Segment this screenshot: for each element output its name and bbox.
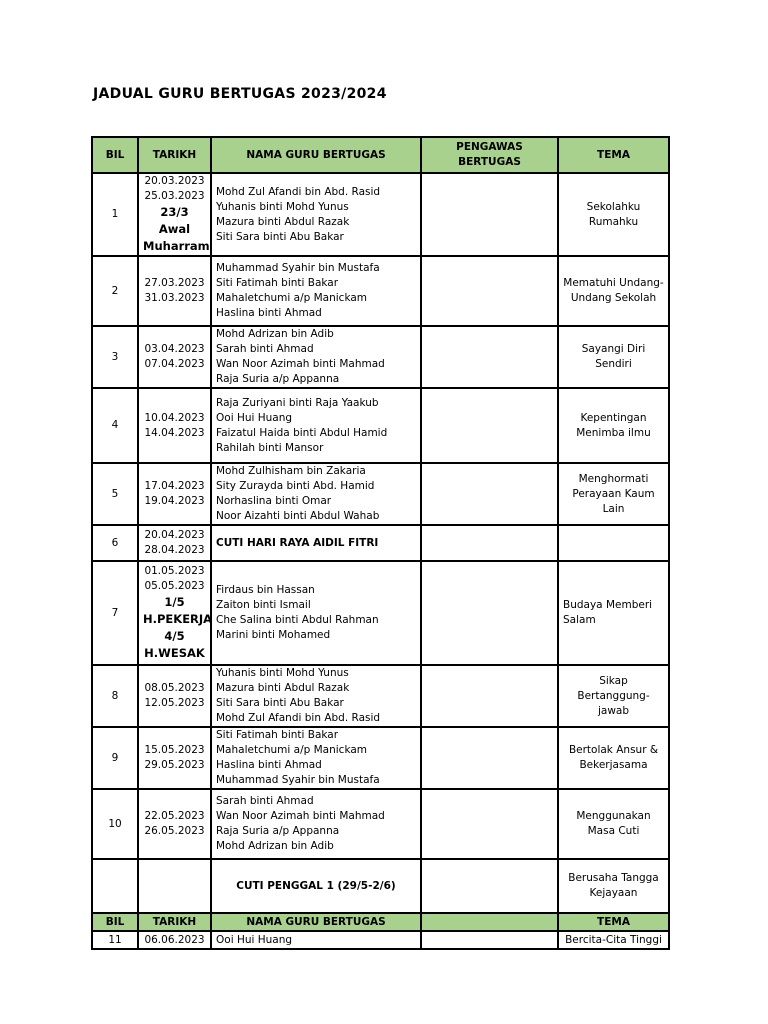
row-number (92, 859, 138, 913)
date-note: 4/5 (164, 629, 185, 643)
teacher-names-cell (211, 665, 421, 727)
date-note: Muharram (143, 239, 210, 253)
teacher-name: Siti Fatimah binti Bakar (216, 729, 339, 741)
row-number: 3 (92, 326, 138, 388)
theme-cell (558, 525, 669, 561)
prefect-cell (421, 525, 558, 561)
teacher-name: Zaiton binti Ismail (216, 599, 311, 611)
theme-cell: Mematuhi Undang-Undang Sekolah (558, 256, 669, 326)
table-row (92, 256, 669, 326)
end-date: 25.03.2023 (144, 190, 205, 202)
header-tema: TEMA (558, 913, 669, 931)
teacher-name: Norhaslina binti Omar (216, 495, 332, 507)
teacher-name: Yuhanis binti Mohd Yunus (216, 667, 349, 679)
teacher-name: Ooi Hui Huang (211, 931, 421, 949)
date-cell (138, 256, 211, 326)
teacher-name: Raja Suria a/p Appanna (216, 373, 340, 385)
teacher-name: Muhammad Syahir bin Mustafa (216, 774, 380, 786)
prefect-cell (421, 859, 558, 913)
prefect-cell (421, 561, 558, 665)
teacher-name: Siti Fatimah binti Bakar (216, 277, 339, 289)
date-note: 23/3 Awal (158, 205, 191, 236)
holiday-label: CUTI HARI RAYA AIDIL FITRI (211, 525, 421, 561)
teacher-name: Haslina binti Ahmad (216, 307, 322, 319)
start-date: 27.03.2023 (144, 277, 205, 289)
table-row (92, 789, 669, 859)
teacher-names-cell (211, 561, 421, 665)
table-row (92, 388, 669, 463)
header-pengawas-blank (421, 913, 558, 931)
row-number: 7 (92, 561, 138, 665)
teacher-names-cell (211, 727, 421, 789)
table-header-row (92, 137, 669, 173)
teacher-name: Raja Suria a/p Appanna (216, 825, 340, 837)
theme-cell: Kepentingan Menimba ilmu (558, 388, 669, 463)
teacher-name: Rahilah binti Mansor (216, 441, 324, 454)
start-date: 10.04.2023 (144, 411, 205, 424)
date-cell (138, 463, 211, 525)
date-cell (138, 789, 211, 859)
end-date: 14.04.2023 (144, 426, 205, 439)
header-tema: TEMA (558, 137, 669, 173)
prefect-cell (421, 789, 558, 859)
prefect-cell (421, 665, 558, 727)
teacher-names-cell (211, 326, 421, 388)
header-nama: NAMA GURU BERTUGAS (211, 913, 421, 931)
theme-cell: Bercita-Cita Tinggi (558, 931, 669, 949)
teacher-names-cell (211, 463, 421, 525)
date-note: 1/5 (164, 595, 185, 609)
teacher-name: Mohd Adrizan bin Adib (216, 840, 334, 852)
table-row (92, 525, 669, 561)
teacher-name: Marini binti Mohamed (216, 629, 331, 641)
prefect-cell (421, 173, 558, 256)
teacher-names-cell (211, 388, 421, 463)
start-date: 03.04.2023 (144, 343, 205, 355)
document-title: JADUAL GURU BERTUGAS 2023/2024 (93, 86, 387, 102)
teacher-name: Mohd Adrizan bin Adib (216, 328, 334, 340)
row-number: 10 (92, 789, 138, 859)
date-cell (138, 665, 211, 727)
teacher-names-cell (211, 256, 421, 326)
date-cell (138, 388, 211, 463)
prefect-cell (421, 388, 558, 463)
header-tarikh: TARIKH (138, 913, 211, 931)
theme-cell: Menghormati Perayaan Kaum Lain (558, 463, 669, 525)
end-date: 07.04.2023 (144, 358, 205, 370)
teacher-name: Mazura binti Abdul Razak (216, 682, 350, 694)
theme-cell: Sekolahku Rumahku (558, 173, 669, 256)
teacher-name: Mahaletchumi a/p Manickam (216, 292, 368, 304)
row-number: 4 (92, 388, 138, 463)
start-date: 20.03.2023 (144, 175, 205, 187)
teacher-name: Sarah binti Ahmad (216, 343, 314, 355)
prefect-cell (421, 463, 558, 525)
teacher-name: Mahaletchumi a/p Manickam (216, 744, 368, 756)
header-pengawas: PENGAWAS BERTUGAS (421, 137, 558, 173)
table-row (92, 173, 669, 256)
row-number: 1 (92, 173, 138, 256)
header-nama: NAMA GURU BERTUGAS (211, 137, 421, 173)
table-row (92, 665, 669, 727)
teacher-name: Che Salina binti Abdul Rahman (216, 614, 379, 626)
teacher-name: Siti Sara binti Abu Bakar (216, 230, 344, 243)
date-cell: 06.06.2023 (138, 931, 211, 949)
theme-cell: Budaya Memberi Salam (558, 561, 669, 665)
row-number: 8 (92, 665, 138, 727)
row-number: 9 (92, 727, 138, 789)
teacher-name: Wan Noor Azimah binti Mahmad (216, 358, 385, 370)
teacher-names-cell (211, 173, 421, 256)
prefect-cell (421, 326, 558, 388)
prefect-cell (421, 256, 558, 326)
date-cell (138, 561, 211, 665)
start-date: 22.05.2023 (144, 810, 205, 822)
teacher-name: Raja Zuriyani binti Raja Yaakub (216, 396, 379, 409)
teacher-name: Faizatul Haida binti Abdul Hamid (216, 426, 388, 439)
teacher-name: Firdaus bin Hassan (216, 584, 315, 596)
teacher-name: Yuhanis binti Mohd Yunus (216, 200, 349, 213)
teacher-name: Noor Aizahti binti Abdul Wahab (216, 510, 380, 522)
start-date: 08.05.2023 (144, 682, 205, 694)
end-date: 31.03.2023 (144, 292, 205, 304)
teacher-name: Mazura binti Abdul Razak (216, 215, 350, 228)
row-number: 2 (92, 256, 138, 326)
teacher-name: Ooi Hui Huang (216, 411, 293, 424)
header-bil: BIL (92, 137, 138, 173)
term-break-row (92, 859, 669, 913)
teacher-name: Sity Zurayda binti Abd. Hamid (216, 480, 375, 492)
teacher-name: Siti Sara binti Abu Bakar (216, 697, 344, 709)
theme-cell: Berusaha Tangga Kejayaan (558, 859, 669, 913)
table-row (92, 326, 669, 388)
start-date: 20.04.2023 (144, 529, 205, 541)
date-cell (138, 727, 211, 789)
date-cell (138, 859, 211, 913)
end-date: 19.04.2023 (144, 495, 205, 507)
table-row (92, 727, 669, 789)
table-row (92, 463, 669, 525)
teacher-name: Mohd Zulhisham bin Zakaria (216, 465, 366, 477)
teacher-name: Wan Noor Azimah binti Mahmad (216, 810, 385, 822)
teacher-names-cell (211, 789, 421, 859)
duty-roster-table (91, 136, 670, 950)
start-date: 17.04.2023 (144, 480, 205, 492)
date-cell (138, 173, 211, 256)
end-date: 28.04.2023 (144, 544, 205, 556)
prefect-cell (421, 727, 558, 789)
header-bil: BIL (92, 913, 138, 931)
theme-cell: Bertolak Ansur & Bekerjasama (558, 727, 669, 789)
teacher-name: Mohd Zul Afandi bin Abd. Rasid (216, 712, 381, 724)
theme-cell: Sayangi Diri Sendiri (558, 326, 669, 388)
table-row (92, 931, 669, 949)
row-number: 5 (92, 463, 138, 525)
prefect-cell (421, 931, 558, 949)
row-number: 11 (92, 931, 138, 949)
end-date: 26.05.2023 (144, 825, 205, 837)
header-tarikh: TARIKH (138, 137, 211, 173)
table-row (92, 561, 669, 665)
date-cell (138, 326, 211, 388)
teacher-name: Sarah binti Ahmad (216, 795, 314, 807)
theme-cell: Menggunakan Masa Cuti (558, 789, 669, 859)
start-date: 15.05.2023 (144, 744, 205, 756)
teacher-name: Mohd Zul Afandi bin Abd. Rasid (216, 185, 381, 198)
term-break-label: CUTI PENGGAL 1 (29/5-2/6) (211, 859, 421, 913)
end-date: 12.05.2023 (144, 697, 205, 709)
date-note: H.PEKERJA (143, 612, 213, 626)
start-date: 01.05.2023 (144, 565, 205, 577)
theme-cell: Sikap Bertanggung-jawab (558, 665, 669, 727)
end-date: 05.05.2023 (144, 580, 205, 592)
repeated-header-row (92, 913, 669, 931)
end-date: 29.05.2023 (144, 759, 205, 771)
date-note: H.WESAK (144, 646, 205, 660)
row-number: 6 (92, 525, 138, 561)
teacher-name: Muhammad Syahir bin Mustafa (216, 262, 380, 274)
teacher-name: Haslina binti Ahmad (216, 759, 322, 771)
date-cell (138, 525, 211, 561)
